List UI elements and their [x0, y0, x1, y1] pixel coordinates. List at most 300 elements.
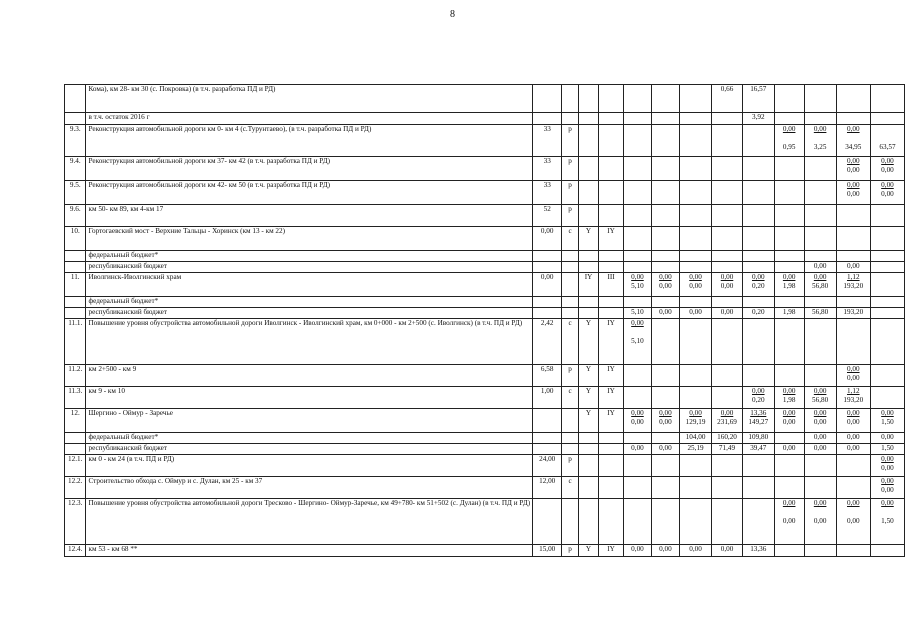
row-value-2: [651, 113, 679, 125]
row-type: [562, 251, 579, 262]
row-value-1: [624, 297, 652, 308]
row-value-5: [742, 297, 774, 308]
row-value-5: [742, 319, 774, 365]
row-value-3: [679, 181, 711, 205]
row-value-4: [712, 205, 743, 227]
value-line: [626, 328, 649, 337]
row-value-8: [836, 113, 870, 125]
value-line: 1,98: [782, 308, 796, 316]
row-value-9: [870, 85, 904, 113]
row-value-4: [712, 113, 743, 125]
row-value-7: [804, 273, 836, 297]
row-value-1: [624, 444, 652, 455]
value-line: 0,00: [846, 374, 860, 383]
value-line: 1,50: [881, 444, 894, 452]
row-value-5: [742, 205, 774, 227]
row-value-7: [804, 477, 836, 499]
row-category-from: [578, 477, 598, 499]
row-value-4: [712, 409, 743, 433]
row-category-from: [578, 181, 598, 205]
row-value-7: [804, 409, 836, 433]
row-value-1: [624, 157, 652, 181]
row-length: 33: [533, 125, 562, 157]
row-value-2: [651, 262, 679, 273]
row-value-1: [624, 477, 652, 499]
value-line: 0,00: [751, 387, 765, 395]
row-value-1: [624, 499, 652, 545]
value-line: 16,57: [750, 85, 767, 93]
row-value-6: [774, 262, 804, 273]
row-value-3: [679, 157, 711, 181]
value-line: 0,95: [782, 143, 796, 152]
row-name: Шергино - Оймур - Заречье: [86, 409, 533, 433]
row-category-to: [599, 499, 624, 545]
row-number: 10.: [65, 227, 86, 251]
program-table: [64, 84, 905, 557]
row-type: [562, 308, 579, 319]
value-line: 0,00: [631, 444, 644, 452]
row-value-7: [804, 387, 836, 409]
row-number: [65, 85, 86, 113]
value-line: 160,20: [717, 433, 737, 441]
row-value-4: [712, 125, 743, 157]
value-line: 56,80: [812, 308, 829, 316]
row-name: км 9 - км 10: [86, 387, 533, 409]
value-line: [777, 508, 802, 517]
row-value-5: [742, 387, 774, 409]
row-category-from: Y: [578, 387, 598, 409]
value-line: [839, 508, 868, 517]
row-value-4: [712, 251, 743, 262]
table-row: [65, 85, 905, 113]
row-value-2: [651, 205, 679, 227]
row-value-5: [742, 499, 774, 545]
row-type: р: [562, 455, 579, 477]
row-value-5: [742, 545, 774, 557]
table-row: [65, 157, 905, 181]
value-line: 0,00: [881, 181, 894, 189]
row-length: 24,00: [533, 455, 562, 477]
row-value-5: [742, 409, 774, 433]
row-name: в т.ч. остаток 2016 г: [86, 113, 533, 125]
row-number: [65, 297, 86, 308]
row-number: 9.3.: [65, 125, 86, 157]
row-name: республиканский бюджет: [86, 308, 533, 319]
row-type: р: [562, 125, 579, 157]
row-value-3: [679, 273, 711, 297]
row-value-7: [804, 365, 836, 387]
row-value-6: [774, 365, 804, 387]
row-type: р: [562, 205, 579, 227]
row-value-8: [836, 251, 870, 262]
row-category-to: [599, 455, 624, 477]
value-line: 0,00: [813, 444, 827, 452]
value-line: 0,00: [813, 433, 827, 441]
row-name: федеральный бюджет*: [86, 297, 533, 308]
row-category-to: [599, 477, 624, 499]
value-line: 0,00: [659, 444, 672, 452]
row-value-1: [624, 319, 652, 365]
row-value-8: [836, 297, 870, 308]
row-value-7: [804, 125, 836, 157]
row-type: [562, 273, 579, 297]
row-category-to: [599, 205, 624, 227]
value-line: 0,00: [846, 125, 860, 133]
value-line: [807, 134, 834, 143]
row-value-6: [774, 157, 804, 181]
row-number: 12.4.: [65, 545, 86, 557]
row-category-from: [578, 113, 598, 125]
row-value-3: [679, 455, 711, 477]
value-line: 0,20: [751, 308, 765, 316]
row-value-4: [712, 181, 743, 205]
value-line: 63,57: [879, 143, 896, 152]
value-line: 0,00: [659, 273, 672, 281]
row-value-4: [712, 477, 743, 499]
row-category-from: [578, 262, 598, 273]
table-row: [65, 113, 905, 125]
value-line: 193,20: [843, 396, 864, 405]
row-value-4: [712, 319, 743, 365]
value-line: 0,00: [782, 387, 796, 395]
table-row: [65, 205, 905, 227]
row-value-3: [679, 125, 711, 157]
value-line: 0,00: [782, 273, 796, 281]
table-row: [65, 455, 905, 477]
row-value-5: [742, 85, 774, 113]
row-value-3: [679, 308, 711, 319]
value-line: 0,00: [846, 365, 860, 373]
row-value-5: [742, 308, 774, 319]
table-row: [65, 273, 905, 297]
row-name: Реконструкция автомобильной дороги км 0- км 4 (с.Турунтаево), (в т.ч. разработка ПД и РД): [86, 125, 533, 157]
row-value-6: [774, 499, 804, 545]
row-value-4: [712, 444, 743, 455]
table-row: [65, 387, 905, 409]
row-value-3: [679, 297, 711, 308]
row-category-to: [599, 262, 624, 273]
row-value-3: [679, 319, 711, 365]
value-line: 0,00: [782, 125, 796, 133]
value-line: 56,80: [812, 396, 829, 405]
table-row: [65, 545, 905, 557]
value-line: 0,20: [751, 396, 765, 405]
row-value-3: [679, 477, 711, 499]
row-value-8: [836, 433, 870, 444]
row-value-2: [651, 477, 679, 499]
value-line: 0,00: [720, 273, 734, 281]
table-row: [65, 365, 905, 387]
row-value-2: [651, 85, 679, 113]
value-line: 25,19: [687, 444, 704, 452]
row-category-from: [578, 85, 598, 113]
row-value-8: [836, 499, 870, 545]
row-value-3: [679, 387, 711, 409]
table-row: [65, 227, 905, 251]
row-value-1: [624, 205, 652, 227]
row-value-1: [624, 181, 652, 205]
row-category-from: [578, 157, 598, 181]
row-length: [533, 251, 562, 262]
value-line: 13,36: [750, 545, 767, 553]
row-value-9: [870, 308, 904, 319]
row-value-2: [651, 227, 679, 251]
row-value-8: [836, 545, 870, 557]
row-value-1: [624, 113, 652, 125]
row-value-2: [651, 365, 679, 387]
row-number: 9.4.: [65, 157, 86, 181]
row-value-5: [742, 262, 774, 273]
row-value-2: [651, 387, 679, 409]
row-value-4: [712, 262, 743, 273]
row-value-9: [870, 545, 904, 557]
row-value-1: [624, 433, 652, 444]
row-name: Реконструкция автомобильной дороги км 37- км 42 (в т.ч. разработка ПД и РД): [86, 157, 533, 181]
row-value-4: [712, 433, 743, 444]
row-value-7: [804, 227, 836, 251]
row-name: федеральный бюджет*: [86, 251, 533, 262]
row-length: [533, 85, 562, 113]
row-value-1: [624, 251, 652, 262]
value-line: 3,25: [813, 143, 827, 152]
row-number: [65, 308, 86, 319]
row-number: 11.3.: [65, 387, 86, 409]
row-value-1: [624, 455, 652, 477]
row-value-6: [774, 308, 804, 319]
row-category-to: [599, 251, 624, 262]
value-line: 0,00: [881, 409, 894, 417]
value-line: 0,00: [659, 409, 672, 417]
value-line: 0,00: [631, 409, 644, 417]
row-value-6: [774, 251, 804, 262]
row-name: км 0 - км 24 (в т.ч. ПД и РД): [86, 455, 533, 477]
row-value-6: [774, 433, 804, 444]
row-category-to: [599, 125, 624, 157]
row-length: 52: [533, 205, 562, 227]
row-value-6: [774, 85, 804, 113]
row-value-8: [836, 157, 870, 181]
row-value-6: [774, 319, 804, 365]
row-category-from: [578, 205, 598, 227]
row-value-9: [870, 444, 904, 455]
row-name: Повышение уровня обустройства автомобильной дороги Иволгинск - Иволгинский храм, км 0+000 - км 2+500 (с. Иволгинск) (в т.ч. ПД и РД): [86, 319, 533, 365]
row-category-to: [599, 113, 624, 125]
value-line: 0,00: [813, 387, 827, 395]
row-value-9: [870, 262, 904, 273]
value-line: 0,00: [782, 409, 796, 417]
row-name: федеральный бюджет*: [86, 433, 533, 444]
table-row: [65, 297, 905, 308]
row-value-6: [774, 455, 804, 477]
row-value-8: [836, 273, 870, 297]
row-value-9: [870, 499, 904, 545]
value-line: 1,98: [782, 396, 796, 405]
row-category-from: Y: [578, 409, 598, 433]
row-value-7: [804, 319, 836, 365]
row-category-to: [599, 297, 624, 308]
value-line: 0,00: [631, 545, 644, 553]
row-value-8: [836, 444, 870, 455]
row-value-3: [679, 113, 711, 125]
row-category-to: IY: [599, 409, 624, 433]
value-line: 0,00: [846, 190, 860, 199]
row-value-3: [679, 433, 711, 444]
row-type: с: [562, 477, 579, 499]
row-value-3: [679, 365, 711, 387]
row-value-8: [836, 477, 870, 499]
row-value-9: [870, 455, 904, 477]
value-line: 1,12: [846, 387, 860, 395]
row-value-9: [870, 227, 904, 251]
row-category-to: IY: [599, 387, 624, 409]
row-value-7: [804, 181, 836, 205]
value-line: 0,00: [813, 125, 827, 133]
row-number: 11.1.: [65, 319, 86, 365]
row-category-to: IY: [599, 227, 624, 251]
row-value-9: [870, 433, 904, 444]
row-value-9: [870, 251, 904, 262]
row-value-9: [870, 205, 904, 227]
row-type: с: [562, 387, 579, 409]
row-type: р: [562, 157, 579, 181]
row-type: [562, 444, 579, 455]
row-value-9: [870, 477, 904, 499]
row-value-5: [742, 125, 774, 157]
row-number: [65, 433, 86, 444]
row-category-to: III: [599, 273, 624, 297]
value-line: 0,00: [813, 499, 827, 507]
row-value-1: [624, 227, 652, 251]
row-number: [65, 444, 86, 455]
row-category-from: [578, 308, 598, 319]
value-line: 0,00: [631, 418, 644, 427]
row-value-4: [712, 545, 743, 557]
row-value-6: [774, 409, 804, 433]
row-number: [65, 262, 86, 273]
row-value-5: [742, 444, 774, 455]
value-line: [873, 508, 902, 517]
row-category-to: [599, 444, 624, 455]
value-line: 5,10: [631, 308, 644, 316]
row-value-8: [836, 319, 870, 365]
row-value-5: [742, 227, 774, 251]
row-value-6: [774, 297, 804, 308]
row-length: 2,42: [533, 319, 562, 365]
row-name: км 2+500 - км 9: [86, 365, 533, 387]
value-line: 0,00: [846, 166, 860, 175]
value-line: 0,00: [846, 418, 860, 427]
row-value-8: [836, 365, 870, 387]
value-line: [839, 134, 868, 143]
row-category-to: [599, 157, 624, 181]
row-number: 9.5.: [65, 181, 86, 205]
row-length: [533, 308, 562, 319]
value-line: 0,66: [720, 85, 734, 93]
value-line: 0,00: [631, 273, 644, 281]
row-value-4: [712, 308, 743, 319]
page-number: 8: [450, 9, 455, 20]
row-value-7: [804, 251, 836, 262]
row-name: Реконструкция автомобильной дороги км 42- км 50 (в т.ч. разработка ПД и РД): [86, 181, 533, 205]
row-value-3: [679, 262, 711, 273]
row-category-from: Y: [578, 319, 598, 365]
row-value-6: [774, 444, 804, 455]
row-value-9: [870, 319, 904, 365]
value-line: 231,69: [717, 418, 737, 427]
value-line: 0,00: [659, 545, 672, 553]
value-line: 0,00: [720, 282, 734, 291]
row-value-7: [804, 444, 836, 455]
row-name: республиканский бюджет: [86, 262, 533, 273]
row-value-4: [712, 297, 743, 308]
row-value-5: [742, 273, 774, 297]
value-line: 104,00: [685, 433, 706, 441]
row-category-from: [578, 297, 598, 308]
value-line: 1,50: [881, 517, 894, 526]
row-value-7: [804, 113, 836, 125]
value-line: 0,00: [689, 273, 702, 281]
row-category-from: [578, 125, 598, 157]
row-value-6: [774, 113, 804, 125]
row-value-2: [651, 319, 679, 365]
value-line: 0,00: [631, 319, 644, 327]
row-length: 1,00: [533, 387, 562, 409]
row-length: 33: [533, 157, 562, 181]
row-value-2: [651, 251, 679, 262]
row-value-3: [679, 444, 711, 455]
row-name: км 50- км 89, км 4-км 17: [86, 205, 533, 227]
table-row: [65, 308, 905, 319]
value-line: 1,12: [846, 273, 860, 281]
row-value-5: [742, 157, 774, 181]
row-name: Кома), км 28- км 30 (с. Покровка) (в т.ч. разработка ПД и РД): [86, 85, 533, 113]
row-length: [533, 499, 562, 545]
row-category-from: IY: [578, 273, 598, 297]
row-value-3: [679, 409, 711, 433]
row-category-from: Y: [578, 545, 598, 557]
row-type: р: [562, 181, 579, 205]
row-value-8: [836, 85, 870, 113]
row-value-1: [624, 365, 652, 387]
value-line: 0,00: [881, 157, 894, 165]
value-line: 0,00: [659, 308, 672, 316]
row-value-5: [742, 181, 774, 205]
row-number: [65, 113, 86, 125]
value-line: 0,00: [813, 418, 827, 427]
value-line: [777, 134, 802, 143]
row-value-4: [712, 273, 743, 297]
row-type: [562, 297, 579, 308]
value-line: [873, 134, 902, 143]
row-value-5: [742, 365, 774, 387]
row-value-7: [804, 499, 836, 545]
row-value-6: [774, 205, 804, 227]
row-value-3: [679, 545, 711, 557]
value-line: 0,00: [846, 444, 860, 452]
row-value-5: [742, 113, 774, 125]
row-length: [533, 262, 562, 273]
value-line: 0,00: [881, 433, 894, 441]
value-line: 0,00: [782, 418, 796, 427]
table-row: [65, 433, 905, 444]
row-number: 11.2.: [65, 365, 86, 387]
table-row: [65, 125, 905, 157]
row-category-from: [578, 251, 598, 262]
row-category-to: [599, 308, 624, 319]
row-value-2: [651, 499, 679, 545]
row-type: [562, 409, 579, 433]
value-line: [873, 125, 902, 134]
